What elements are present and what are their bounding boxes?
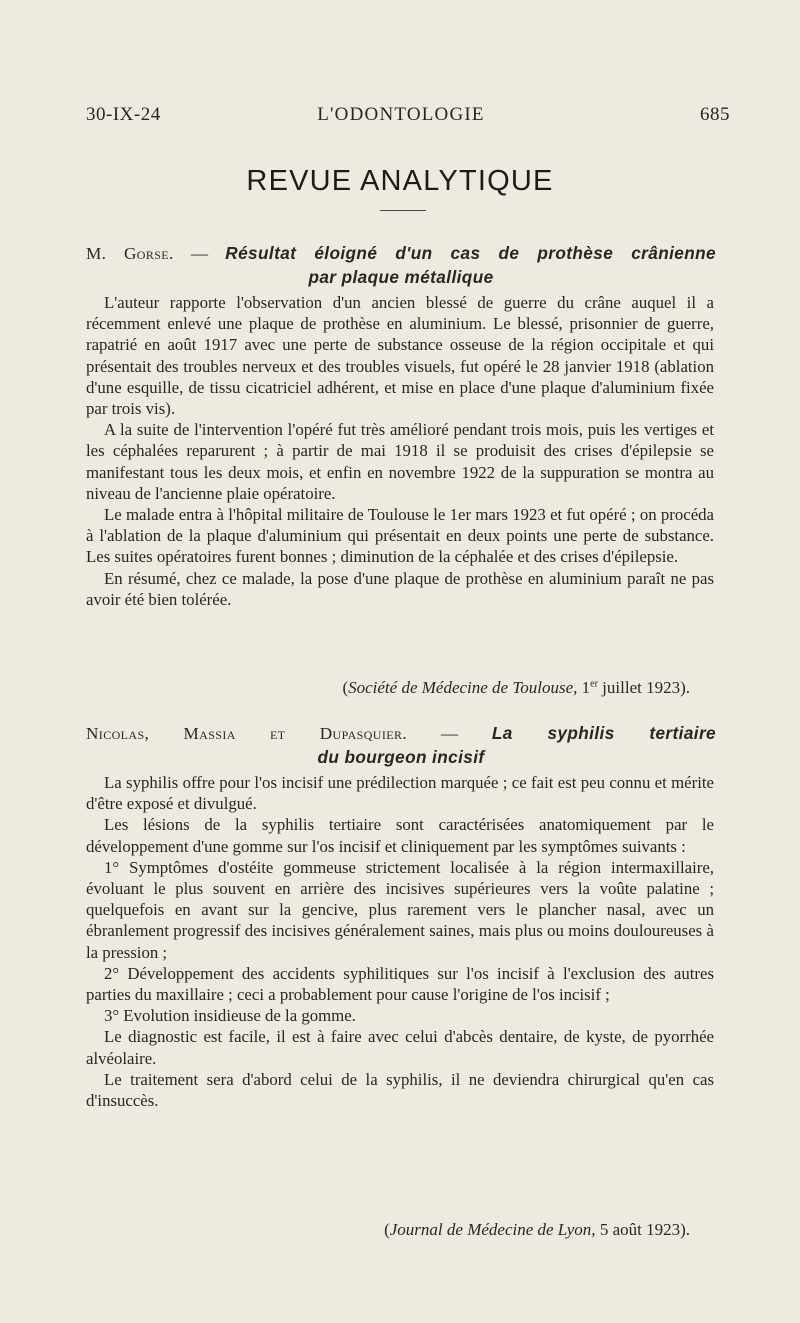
- paragraph: Le traitement sera d'abord celui de la syphilis, il ne deviendra chirurgical qu'en cas d'insuccès.: [86, 1069, 714, 1111]
- paragraph: 3° Evolution insidieuse de la gomme.: [104, 1006, 356, 1026]
- issue-date: 30-IX-24: [86, 104, 161, 125]
- citation: [86, 1220, 690, 1240]
- article-title-continued: par plaque métallique: [308, 266, 494, 287]
- paragraph: 1° Symptômes d'ostéite gommeuse strictement localisée à la région intermaxillaire, évoluant le plus souvent en arrière des incisives supérieures vers la voûte palatine ; quelquefois en avant sur la gencive, plus rarement vers le plancher nasal, avec un ébranlement progressif des incisives généralement saines, mais plus ou moins douloureuses à la pression ;: [86, 857, 714, 962]
- citation: [86, 678, 690, 698]
- paragraph: L'auteur rapporte l'observation d'un ancien blessé de guerre du crâne auquel il a récemment enlevé une plaque de prothèse en aluminium. Le blessé, prisonnier de guerre, rapatrié en août 1917 avec une perte de substance osseuse de la région occipitale et qui présentait des troubles nerveux et des troubles visuels, fut opéré le 28 janvier 1918 (ablation d'une esquille, de tissu cicatriciel adhérent, et mise en place d'une plaque d'aluminium fixée par trois vis).: [86, 293, 714, 419]
- running-header: [86, 104, 730, 134]
- citation-paren: (: [384, 1220, 390, 1239]
- citation-paren: (: [342, 678, 349, 697]
- article-title: La syphilis tertiaire: [491, 723, 717, 743]
- article-authors: Nicolas, Massia et Dupasquier.: [86, 724, 408, 743]
- paragraph: Les lésions de la syphilis tertiaire sont caractérisées anatomiquement par le développement d'une gomme sur l'os incisif et cliniquement par les symptômes suivants :: [86, 815, 714, 856]
- citation-date-end: juillet 1923).: [597, 678, 690, 697]
- page-number: 685: [700, 104, 730, 125]
- heading-dash: —: [407, 724, 492, 743]
- article-heading: [86, 242, 716, 289]
- citation-source: Société de Médecine de Toulouse,: [348, 678, 578, 697]
- journal-name: L'ODONTOLOGIE: [317, 104, 485, 125]
- title-divider: [380, 210, 426, 211]
- heading-dash: —: [173, 244, 226, 263]
- article-authors: M. Gorse.: [86, 244, 174, 263]
- article-title: Résultat éloigné d'un cas de prothèse crânienne: [225, 243, 717, 263]
- paragraph: Le diagnostic est facile, il est à faire avec celui d'abcès dentaire, de kyste, de pyorrhée alvéolaire.: [86, 1027, 714, 1068]
- section-title: REVUE ANALYTIQUE: [246, 165, 554, 197]
- citation-date: 5 août 1923).: [595, 1220, 690, 1239]
- paragraph: La syphilis offre pour l'os incisif une prédilection marquée ; ce fait est peu connu et mérite d'être exposé et divulgué.: [86, 773, 714, 814]
- article-body: [86, 772, 714, 1111]
- paragraph: A la suite de l'intervention l'opéré fut très amélioré pendant trois mois, puis les vertiges et les céphalées reparurent ; à partir de mai 1918 il se produisit des crises d'épilepsie se manifestant tous les deux mois, et enfin en novembre 1922 de la suppuration se montra au niveau de l'ancienne plaie opératoire.: [86, 420, 714, 503]
- paragraph: Le malade entra à l'hôpital militaire de Toulouse le 1er mars 1923 et fut opéré ; on procéda à l'ablation de la plaque d'aluminium qui présentait en deux points une perte de substance. Les suites opératoires furent bonnes ; diminution de la céphalée et des crises d'épilepsie.: [86, 505, 714, 567]
- article-body: [86, 292, 714, 610]
- paragraph: 2° Développement des accidents syphilitiques sur l'os incisif à l'exclusion des autres parties du maxillaire ; ceci a probablement pour cause l'origine de l'os incisif ;: [86, 963, 714, 1005]
- citation-date-sup: er: [590, 678, 598, 690]
- article-title-continued: du bourgeon incisif: [317, 746, 485, 767]
- article-heading: [86, 722, 716, 769]
- paragraph: En résumé, chez ce malade, la pose d'une plaque de prothèse en aluminium paraît ne pas avoir été bien tolérée.: [86, 568, 714, 609]
- citation-source: Journal de Médecine de Lyon,: [389, 1220, 596, 1239]
- citation-date: 1: [577, 678, 591, 697]
